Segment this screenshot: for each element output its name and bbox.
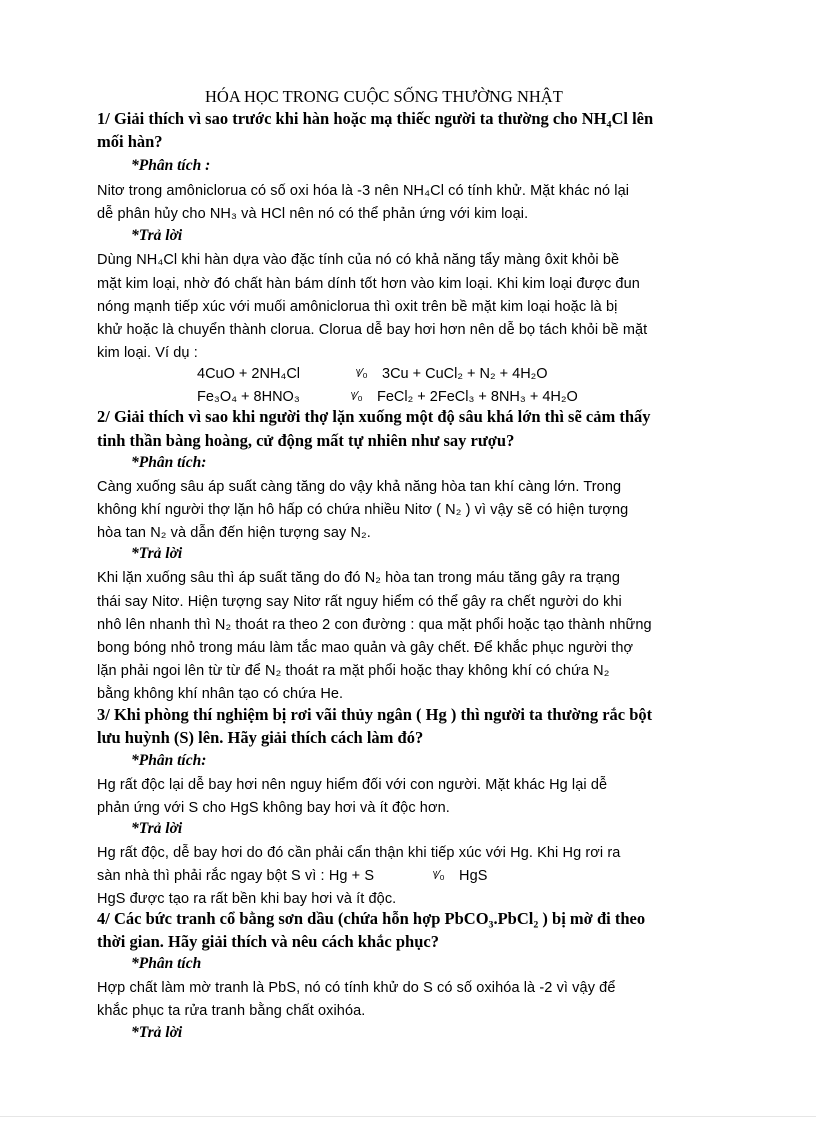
equation-1-right: 3Cu + CuCl₂ + N₂ + 4H₂O <box>382 366 548 382</box>
reaction-arrow-icon: ᵞ⁄₀ <box>433 867 445 882</box>
question-1-line-2: mối hàn? <box>97 132 163 151</box>
analysis-4-line-2: khắc phục ta rửa tranh bằng chất oxihóa. <box>97 1003 366 1019</box>
analysis-1-line-2: dễ phân hủy cho NH₃ và HCl nên nó có thể phản ứng với kim loại. <box>97 206 529 222</box>
answer-1-line-2: mặt kim loại, nhờ đó chất hàn bám dính tốt hơn vào kim loại. Khi kim loại được đun <box>97 276 640 292</box>
analysis-heading-3: *Phân tích: <box>131 752 207 769</box>
question-4-line-2: thời gian. Hãy giải thích và nêu cách khắc phục? <box>97 932 439 951</box>
answer-2-line-1: Khi lặn xuống sâu thì áp suất tăng do đó N₂ hòa tan trong máu tăng gây ra trạng <box>97 570 620 586</box>
analysis-heading-1: *Phân tích : <box>131 157 211 174</box>
equation-2-left: Fe₃O₄ + 8HNO₃ <box>197 389 300 405</box>
answer-3-line-2a: sàn nhà thì phải rắc ngay bột S vì : Hg + S <box>97 868 375 884</box>
analysis-3-line-1: Hg rất độc lại dễ bay hơi nên nguy hiểm đối với con người. Mặt khác Hg lại dễ <box>97 777 608 793</box>
question-4-line-1: 4/ Các bức tranh cổ bằng sơn dầu (chứa hỗn hợp PbCO₃.PbCl₂ ) bị mờ đi theo <box>97 909 646 928</box>
answer-1-line-3: nóng mạnh tiếp xúc với muối amôniclorua thì oxit trên bề mặt kim loại hoặc là bị <box>97 299 618 315</box>
analysis-4-line-1: Hợp chất làm mờ tranh là PbS, nó có tính khử do S có số oxihóa là -2 vì vậy để <box>97 980 616 996</box>
question-2-line-1: 2/ Giải thích vì sao khi người thợ lặn xuống một độ sâu khá lớn thì sẽ cảm thấy <box>97 407 651 426</box>
answer-1-line-1: Dùng NH₄Cl khi hàn dựa vào đặc tính của nó có khả năng tẩy màng ôxit khỏi bề <box>97 252 620 268</box>
analysis-2-line-1: Càng xuống sâu áp suất càng tăng do vậy khả năng hòa tan khí càng lớn. Trong <box>97 479 622 495</box>
question-1-line-1: 1/ Giải thích vì sao trước khi hàn hoặc mạ thiếc người ta thường cho NH₄Cl lên <box>97 109 654 128</box>
answer-2-line-6: bằng không khí nhân tạo có chứa He. <box>97 686 344 702</box>
page-bottom-divider <box>0 1116 816 1117</box>
answer-heading-1: *Trả lời <box>131 227 183 244</box>
question-2-line-2: tinh thần bàng hoàng, cử động mất tự nhiên như say rượu? <box>97 431 515 450</box>
answer-heading-2: *Trả lời <box>131 545 183 562</box>
answer-2-line-3: nhô lên nhanh thì N₂ thoát ra theo 2 con đường : qua mặt phổi hoặc tạo thành những <box>97 617 652 633</box>
answer-3-line-3: HgS được tạo ra rất bền khi bay hơi và ít độc. <box>97 891 397 907</box>
answer-2-line-2: thái say Nitơ. Hiện tượng say Nitơ rất nguy hiểm có thể gây ra chết người do khi <box>97 594 622 610</box>
analysis-heading-2: *Phân tích: <box>131 454 207 471</box>
answer-3-line-1: Hg rất độc, dễ bay hơi do đó cần phải cẩn thận khi tiếp xúc với Hg. Khi Hg rơi ra <box>97 845 621 861</box>
analysis-heading-4: *Phân tích <box>131 955 202 972</box>
question-3-line-2: lưu huỳnh (S) lên. Hãy giải thích cách làm đó? <box>97 728 424 747</box>
answer-2-line-4: bong bóng nhỏ trong máu làm tắc mao quản và gây chết. Để khắc phục người thợ <box>97 640 634 656</box>
answer-3-line-2b: HgS <box>459 868 488 884</box>
analysis-2-line-3: hòa tan N₂ và dẫn đến hiện tượng say N₂. <box>97 525 371 541</box>
answer-2-line-5: lặn phải ngoi lên từ từ để N₂ thoát ra mặt phổi hoặc thay không khí có chứa N₂ <box>97 663 610 679</box>
analysis-3-line-2: phản ứng với S cho HgS không bay hơi và ít độc hơn. <box>97 800 450 816</box>
reaction-arrow-icon: ᵞ⁄₀ <box>351 388 363 403</box>
equation-1-left: 4CuO + 2NH₄Cl <box>197 366 301 382</box>
analysis-2-line-2: không khí người thợ lặn hô hấp có chứa nhiều Nitơ ( N₂ ) vì vậy sẽ có hiện tượng <box>97 502 629 518</box>
page-title: HÓA HỌC TRONG CUỘC SỐNG THƯỜNG NHẬT <box>205 87 563 106</box>
answer-heading-4: *Trả lời <box>131 1024 183 1041</box>
answer-1-line-5: kim loại. Ví dụ : <box>97 345 198 361</box>
answer-heading-3: *Trả lời <box>131 820 183 837</box>
reaction-arrow-icon: ᵞ⁄₀ <box>356 365 368 380</box>
analysis-1-line-1: Nitơ trong amôniclorua có số oxi hóa là -3 nên NH₄Cl có tính khử. Mặt khác nó lại <box>97 183 630 199</box>
equation-2-right: FeCl₂ + 2FeCl₃ + 8NH₃ + 4H₂O <box>377 389 578 405</box>
question-3-line-1: 3/ Khi phòng thí nghiệm bị rơi vãi thủy ngân ( Hg ) thì người ta thường rắc bột <box>97 705 653 724</box>
answer-1-line-4: khử hoặc là chuyển thành clorua. Clorua dễ bay hơi hơn nên dễ bọ tách khỏi bề mặt <box>97 322 648 338</box>
